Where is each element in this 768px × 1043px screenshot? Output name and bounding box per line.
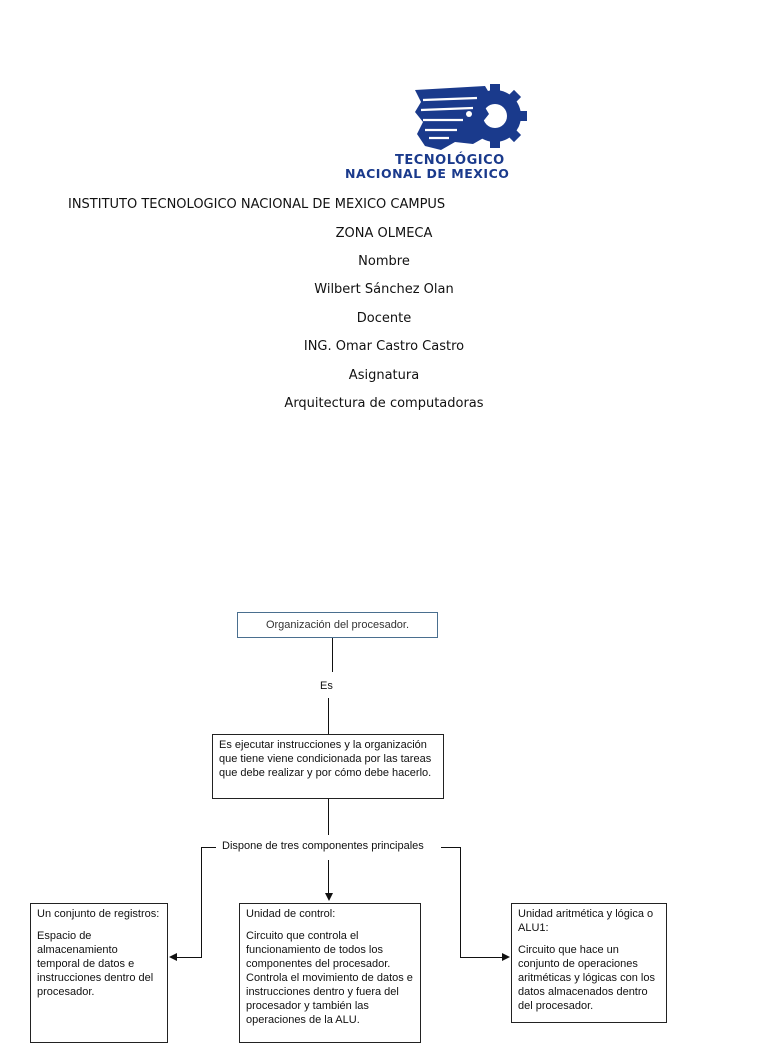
arrow-right-icon: [502, 953, 510, 961]
alu-body: Circuito que hace un conjunto de operaciones aritméticas y lógicas con los datos almacenados dentro del procesador.: [518, 944, 655, 1012]
components-label: Dispone de tres componentes principales: [222, 840, 424, 852]
alu-title: Unidad aritmética y lógica o ALU1:: [518, 908, 654, 934]
arrow-down-icon: [325, 893, 333, 901]
connector-line: [460, 957, 504, 958]
connector-line: [201, 847, 202, 957]
control-unit-body: Circuito que controla el funcionamiento de todos los componentes del procesador. Controla el movimiento de datos e instrucciones dentro y fuera del procesador y también las operaciones de la ALU.: [246, 930, 413, 1026]
definition-box: [212, 734, 444, 799]
registers-title: Un conjunto de registros:: [37, 908, 160, 920]
registers-body: Espacio de almacenamiento temporal de datos e instrucciones dentro del procesador.: [37, 930, 154, 998]
logo-line-2: NACIONAL DE MEXICO: [345, 166, 510, 181]
connector-line: [441, 847, 461, 848]
logo-line-1: TECNOLÓGICO: [395, 153, 505, 168]
teacher-name: ING. Omar Castro Castro: [303, 339, 465, 354]
connector-line: [201, 847, 216, 848]
logo: [345, 80, 595, 180]
arrow-left-icon: [169, 953, 177, 961]
definition-text: Es ejecutar instrucciones y la organización que tiene viene condicionada por las tareas que debe realizar y por cómo debe hacerlo.: [219, 739, 432, 779]
control-unit-box: [239, 903, 421, 1043]
connector-es-label: Es: [320, 680, 333, 692]
connector-line: [328, 860, 329, 894]
diagram-top-label: Organización del procesador.: [265, 619, 410, 631]
connector-line: [328, 799, 329, 835]
connector-line: [332, 638, 333, 672]
teacher-label: Docente: [356, 311, 412, 326]
alu-box: [511, 903, 667, 1023]
name-label: Nombre: [358, 254, 410, 269]
subject-name: Arquitectura de computadoras: [284, 396, 484, 411]
diagram-top-box: [237, 612, 438, 638]
connector-line: [175, 957, 202, 958]
connector-line: [460, 847, 461, 957]
campus-name: ZONA OLMECA: [335, 226, 433, 241]
student-name: Wilbert Sánchez Olan: [314, 282, 454, 297]
institute-title: INSTITUTO TECNOLOGICO NACIONAL DE MEXICO CAMPUS: [68, 197, 446, 212]
subject-label: Asignatura: [348, 368, 420, 383]
control-unit-title: Unidad de control:: [246, 908, 336, 920]
registers-box: [30, 903, 168, 1043]
connector-line: [328, 698, 329, 734]
